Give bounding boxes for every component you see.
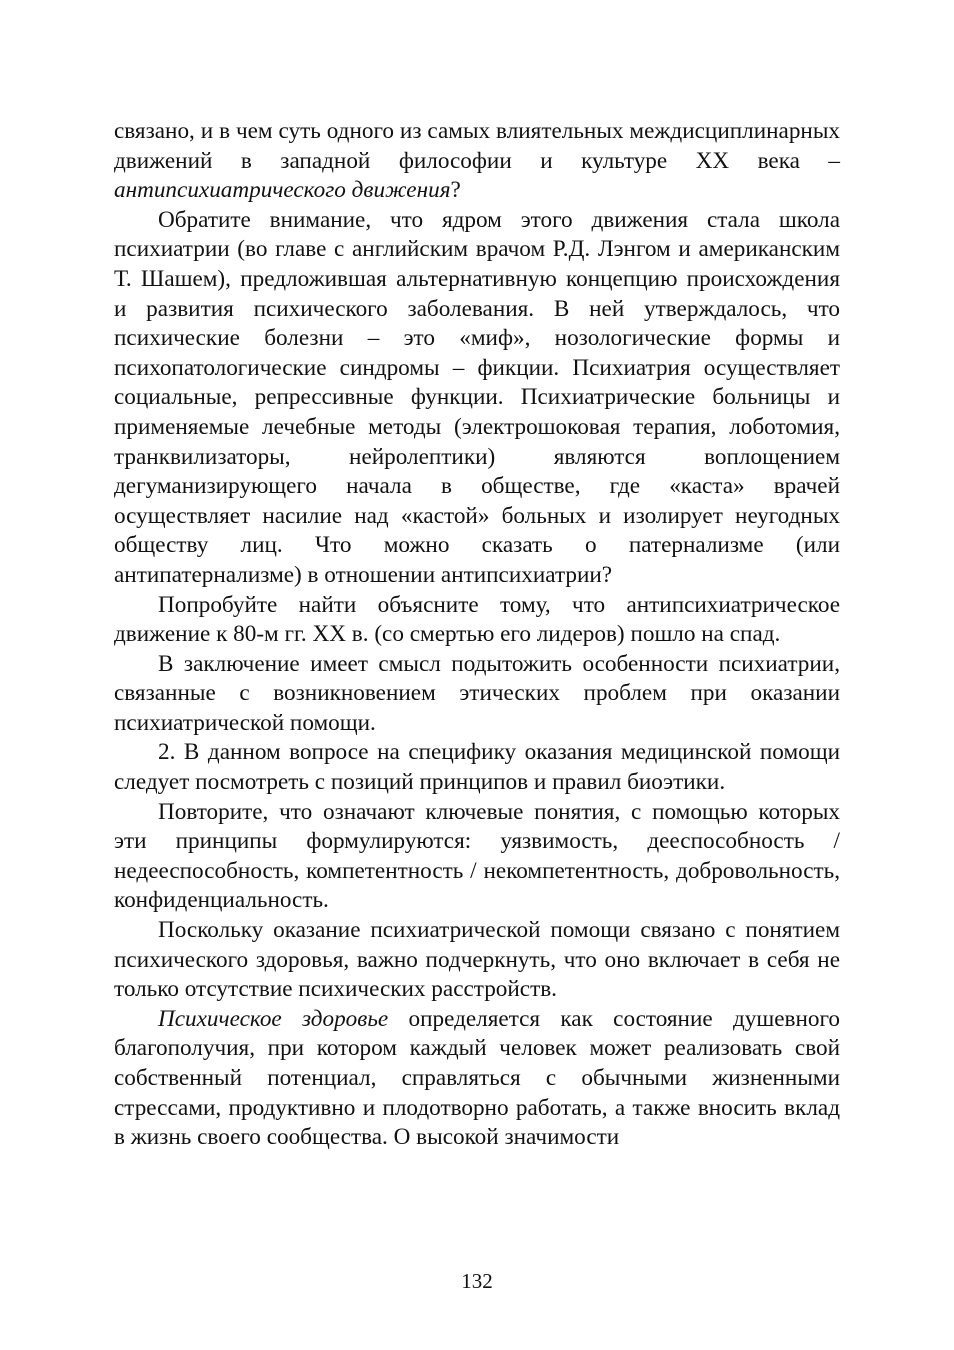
text-run: 2. В данном вопросе на специфику оказания медицинской помощи следует посмотреть с позиций принципов и правил биоэтики. [114, 739, 840, 796]
paragraph [114, 738, 840, 797]
paragraph [114, 916, 840, 1005]
paragraph [114, 117, 840, 206]
page-number: 132 [461, 1269, 493, 1293]
text-run: В заключение имеет смысл подытожить особенности психиатрии, связанные с возникновением этических проблем при оказании психиатрической помощи. [114, 650, 840, 736]
text-run: Поскольку оказание психиатрической помощи связано с понятием психического здоровья, важно подчеркнуть, что оно включает в себя не только отсутствие психических расстройств. [114, 917, 840, 1003]
paragraph [114, 206, 840, 591]
paragraph [114, 798, 840, 916]
italic-term: антипсихиатрического движения [114, 177, 451, 204]
text-run: ? [450, 177, 461, 204]
text-run: Попробуйте найти объясните тому, что антипсихиатрическое движение к 80-м гг. XX в. (со смертью его лидеров) пошло на спад. [114, 591, 840, 648]
text-run: Обратите внимание, что ядром этого движения стала школа психиатрии (во главе с английским врачом Р.Д. Лэнгом и американским Т. Шашем), предложившая альтернативную концепцию происхождения и развития психического заболевания. В ней утверждалось, что психические болезни – это «миф», нозологические формы и психопатологические синдромы – фикции. Психиатрия осуществляет социальные, репрессивные функции. Психиатрические больницы и применяемые лечебные методы (электрошоковая терапия, лоботомия, транквилизаторы, нейролептики) являются воплощением дегуманизирующего начала в обществе, где «каста» врачей осуществляет насилие над «кастой» больных и изолирует неугодных обществу лиц. Что можно сказать о патернализме (или антипатернализме) в отношении антипсихиатрии? [114, 206, 840, 588]
text-run: Повторите, что означают ключевые понятия, с помощью которых эти принципы формулируются: уязвимость, дееспособность / недееспособность, компетентность / некомпетентность, добровольность, конфиденциальность. [114, 798, 840, 914]
text-run: определяется как состояние душевного благополучия, при котором каждый человек может реализовать свой собственный потенциал, справляться с обычными жизненными стрессами, продуктивно и плодотворно работать, а также вносить вклад в жизнь своего сообщества. О высокой значимости [114, 1005, 840, 1151]
page-body-text [114, 117, 840, 1153]
paragraph [114, 591, 840, 650]
paragraph [114, 1005, 840, 1153]
paragraph [114, 650, 840, 739]
italic-term: Психическое здоровье [158, 1005, 389, 1032]
text-run: связано, и в чем суть одного из самых влиятельных междисциплинарных движений в западной философии и культуре XX века – [114, 118, 840, 174]
